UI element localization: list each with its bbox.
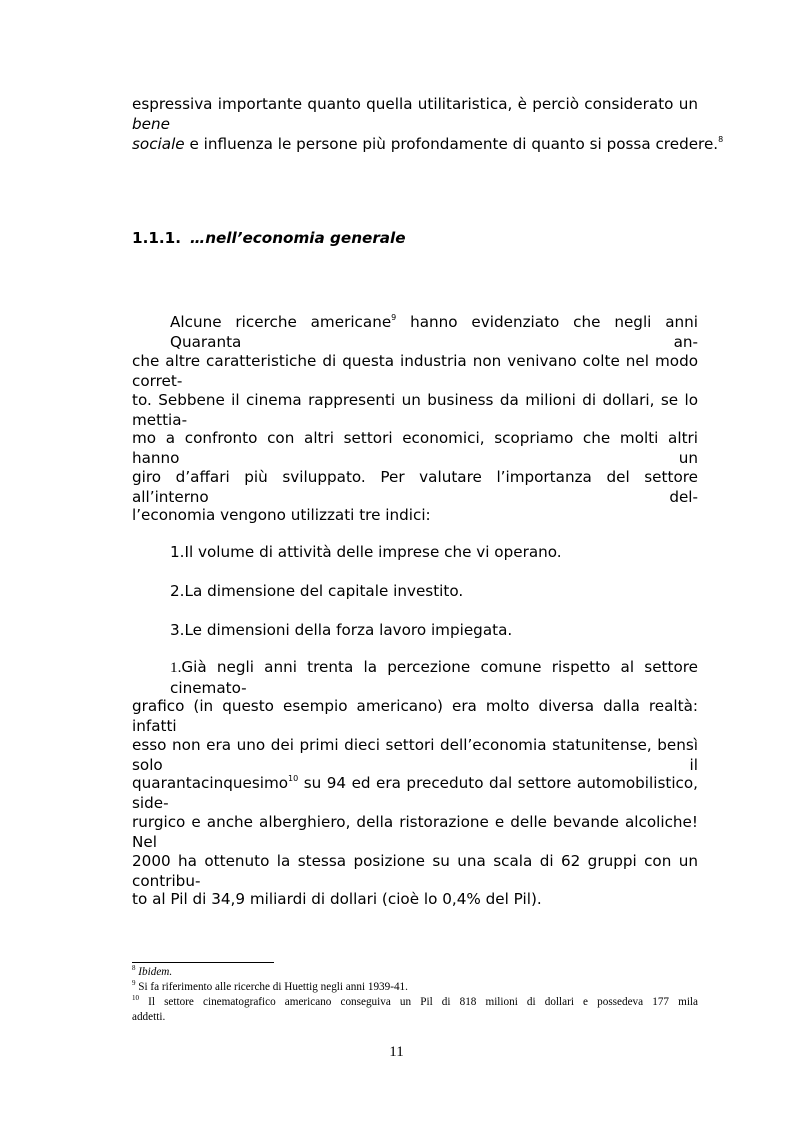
paragraph-line: esso non era uno dei primi dieci settori dell’economia statunitense, bensì solo il — [132, 736, 698, 774]
paragraph-line: to. Sebbene il cinema rappresenti un business da milioni di dollari, se lo mettia- — [132, 391, 698, 429]
section-title: …nell’economia generale — [190, 229, 406, 247]
paragraph-line: 1.Già negli anni trenta la percezione comune rispetto al settore cinemato- — [170, 658, 698, 697]
footnote-ref[interactable]: 10 — [288, 774, 299, 783]
paragraph-line: to al Pil di 34,9 miliardi di dollari (cioè lo 0,4% del Pil). — [132, 890, 542, 908]
footnote: $^9$ Si fa riferimento alle ricerche di Huettig negli anni 1939-41. — [132, 979, 408, 993]
footnote-ref[interactable]: 8 — [718, 135, 724, 144]
list-item: 1.Il volume di attività delle imprese che vi operano. — [170, 543, 562, 561]
footnote: $^{10}$ Il settore cinematografico americano conseguiva un Pil di 818 milioni di dollari e possedeva 177 mila — [132, 994, 699, 1008]
footnote: $^8$ Ibidem. — [132, 964, 173, 978]
paragraph-line: mo a confronto con altri settori economici, scopriamo che molti altri hanno un — [132, 429, 698, 467]
paragraph-line: che altre caratteristiche di questa industria non venivano colte nel modo corret- — [132, 352, 698, 390]
paragraph-line: Alcune ricerche americane$^9$ hanno evidenziato che negli anni Quaranta an- — [170, 313, 699, 351]
list-item: 2.La dimensione del capitale investito. — [170, 582, 464, 600]
paragraph-line: 2000 ha ottenuto la stessa posizione su una scala di 62 gruppi con un contribu- — [132, 852, 698, 890]
paragraph-line: espressiva importante quanto quella utilitaristica, è perciò considerato un bene — [132, 95, 698, 133]
paragraph-line: rurgico e anche alberghiero, della ristorazione e delle bevande alcoliche! Nel — [132, 813, 698, 851]
section-number: 1.1.1. — [132, 229, 182, 247]
paragraph-line: grafico (in questo esempio americano) era molto diversa dalla realtà: infatti — [132, 697, 698, 735]
page-number: 11 — [389, 1044, 404, 1060]
list-item: 3.Le dimensioni della forza lavoro impiegata. — [170, 621, 513, 639]
footnote-separator — [132, 962, 274, 963]
paragraph-line: sociale e influenza le persone più profondamente di quanto si possa credere.$^8$ — [132, 135, 724, 153]
footnote-ref[interactable]: 9 — [391, 313, 397, 322]
footnote-continuation: addetti. — [132, 1011, 166, 1023]
paragraph-line: giro d’affari più sviluppato. Per valutare l’importanza del settore all’interno del- — [132, 468, 698, 506]
section-heading — [132, 228, 406, 248]
paragraph-line: quarantacinquesimo$^{10}$ su 94 ed era preceduto dal settore automobilistico, side- — [132, 774, 699, 812]
paragraph-line: l’economia vengono utilizzati tre indici: — [132, 506, 431, 524]
